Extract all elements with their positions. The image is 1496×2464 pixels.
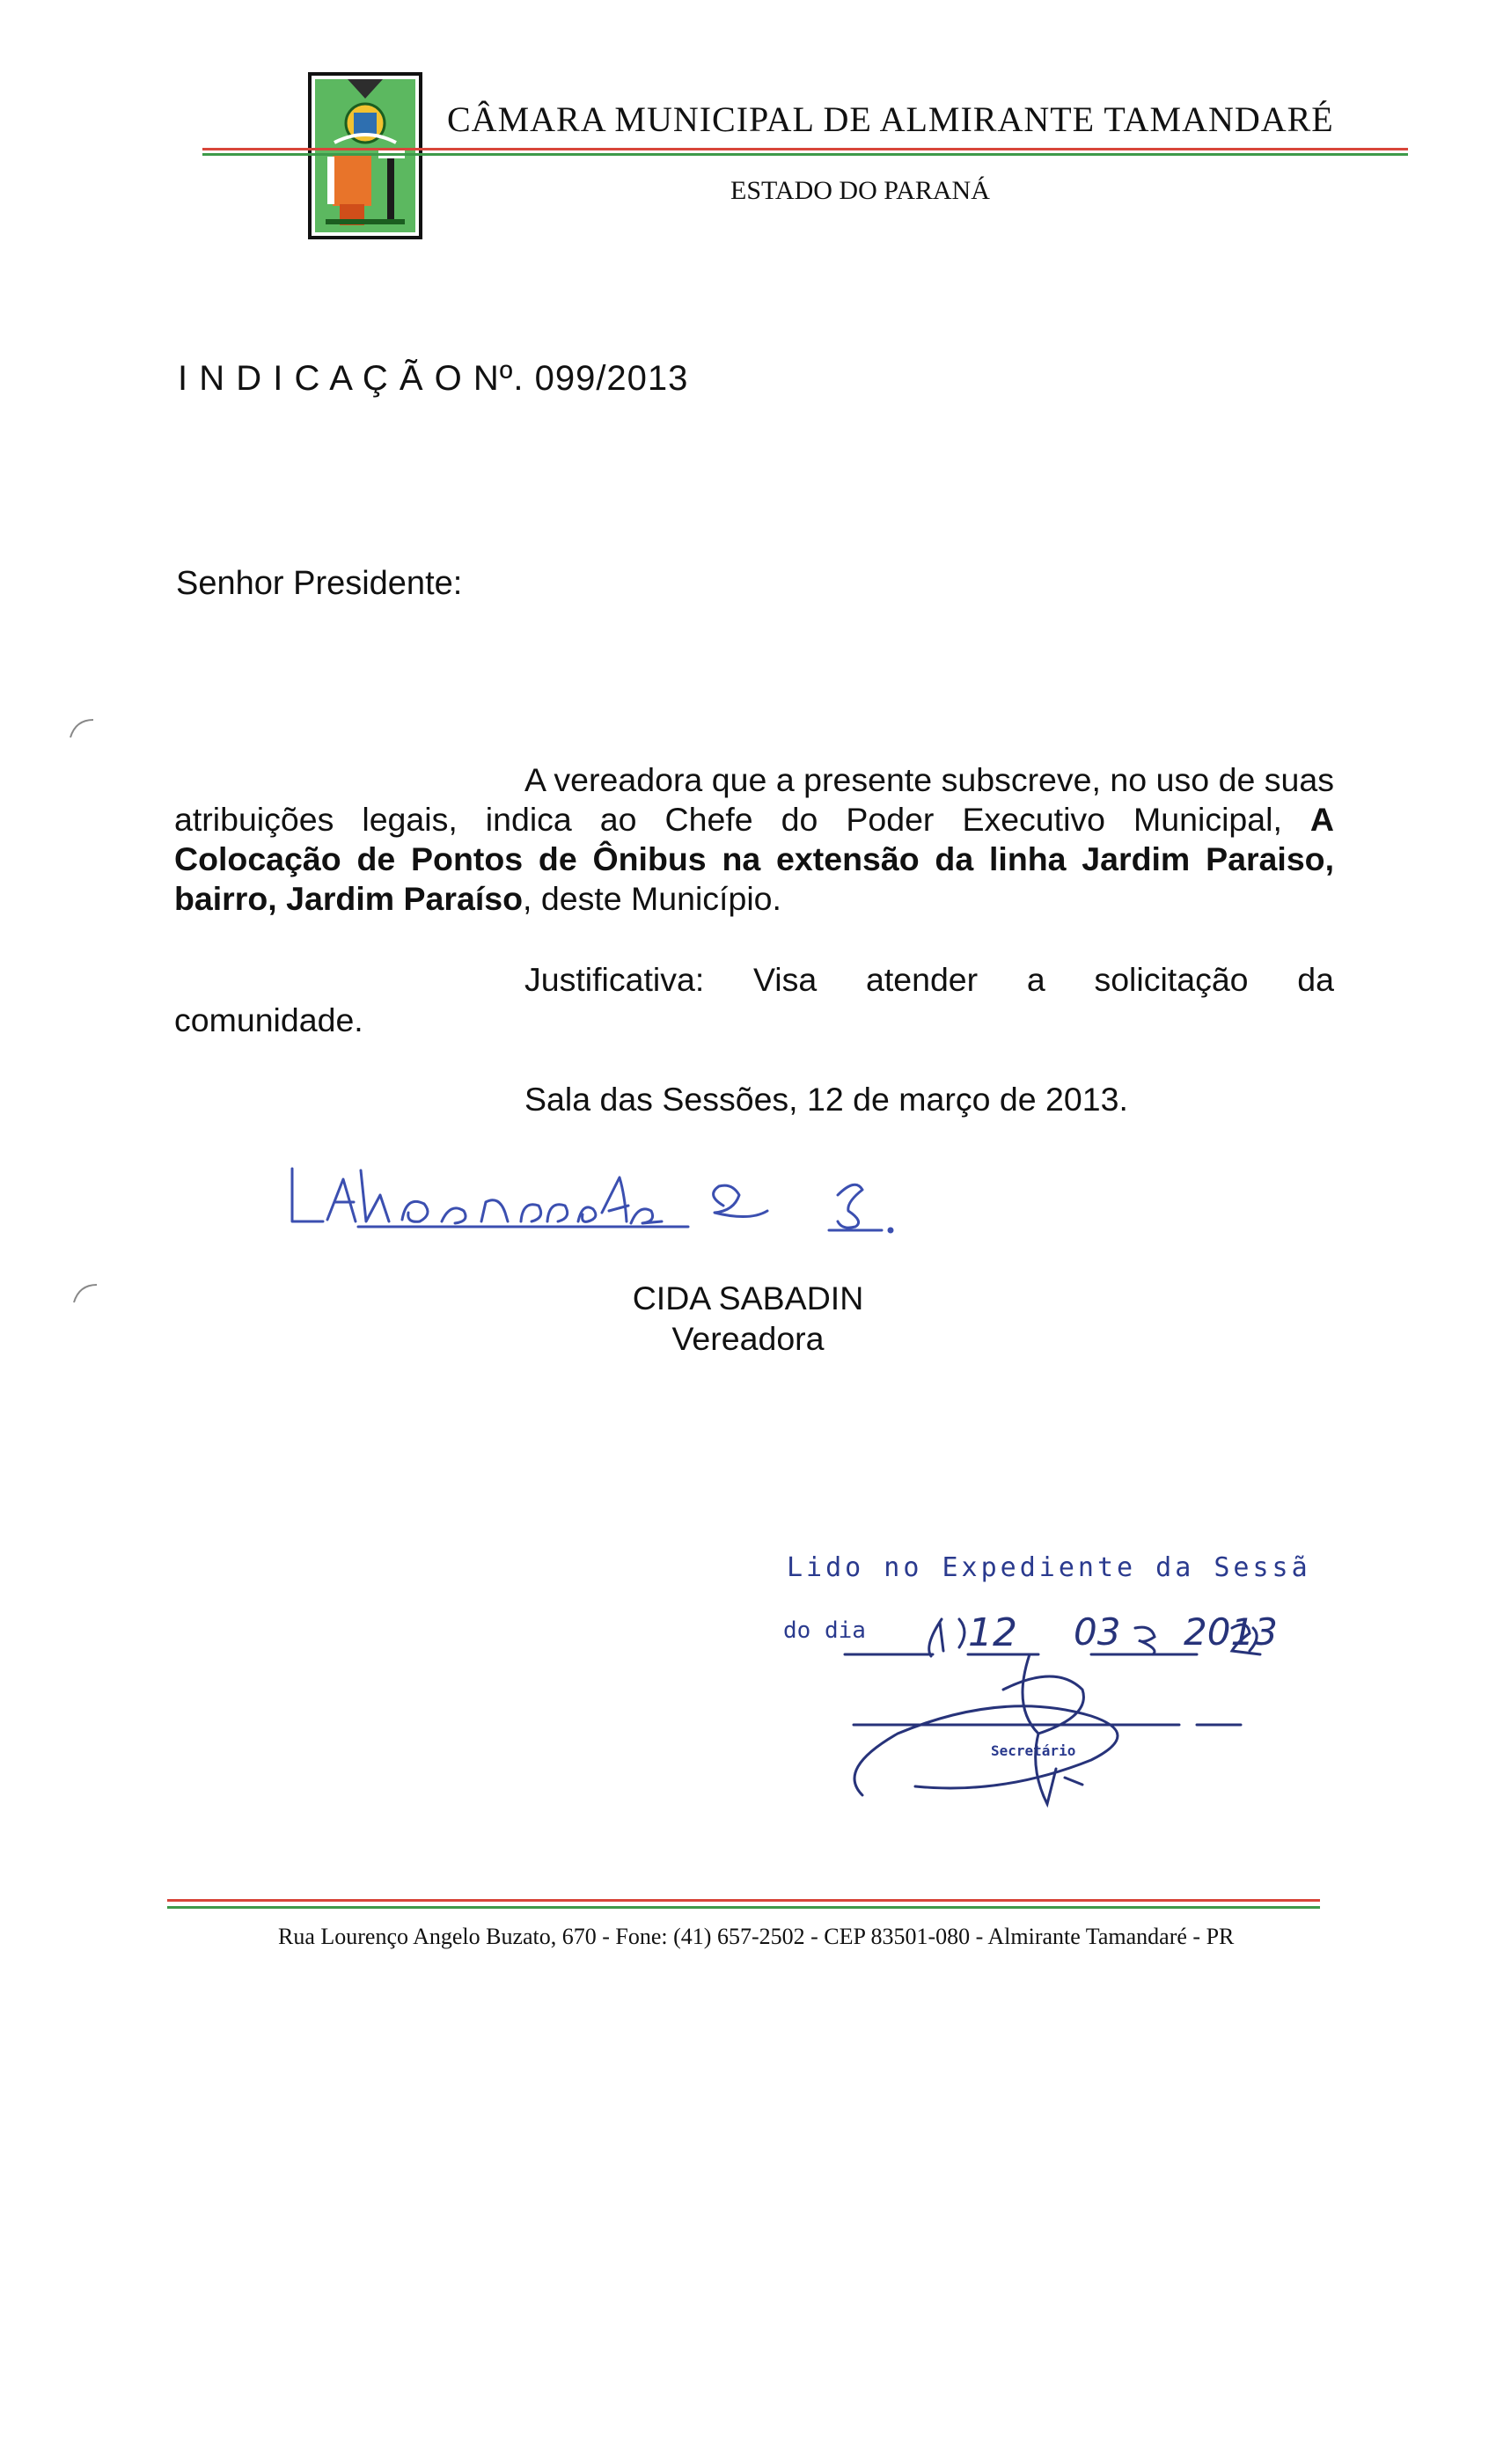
justification-word: a — [1026, 961, 1045, 998]
stamp-date-day: 12 — [968, 1610, 1017, 1655]
stamp-signature-icon — [827, 1602, 1320, 1830]
justification-continuation: comunidade. — [174, 1001, 363, 1038]
stamp-date-month: 03 — [1074, 1610, 1121, 1654]
signature-icon — [275, 1160, 961, 1265]
justification-word: atender — [865, 961, 979, 998]
justification-word: solicitação — [1094, 961, 1249, 998]
footer-rule-red — [167, 1899, 1320, 1902]
organization-name: CÂMARA MUNICIPAL DE ALMIRANTE TAMANDARÉ — [447, 99, 1334, 139]
stamp-heading: Lido no Expediente da Sessã — [787, 1552, 1311, 1583]
signer-title: Vereadora — [671, 1320, 825, 1357]
header-rule-red — [202, 148, 1408, 150]
punch-hole-mark-icon — [63, 715, 99, 741]
paragraph-bold-request: A Colocação de Pontos de Ônibus na extensão da linha Jardim Paraiso, bairro, Jardim Paraíso — [174, 801, 1334, 917]
document-title: I N D I C A Ç Ã O Nº. 099/2013 — [178, 359, 689, 398]
stamp-caption: Secretário — [991, 1742, 1076, 1759]
punch-hole-mark-icon — [67, 1280, 102, 1306]
justification-line — [524, 961, 1334, 999]
stamp-day-label: do dia — [783, 1617, 866, 1644]
header-rule-green — [202, 153, 1408, 156]
salutation: Senhor Presidente: — [176, 565, 463, 602]
paragraph-lead: A vereadora que a presente subscreve, no uso de suas atribuições legais, indica ao Chefe do Poder Executivo Municipal, — [174, 761, 1334, 838]
indication-paragraph — [174, 760, 1334, 919]
footer-rule-green — [167, 1906, 1320, 1909]
signer-name: CIDA SABADIN — [632, 1280, 864, 1316]
place-and-date: Sala das Sessões, 12 de março de 2013. — [524, 1081, 1128, 1118]
footer-address: Rua Lourenço Angelo Buzato, 670 - Fone: (41) 657-2502 - CEP 83501-080 - Almirante Tamandaré - PR — [278, 1924, 1235, 1949]
stamp-date-year: 2013 — [1184, 1610, 1278, 1654]
state-name: ESTADO DO PARANÁ — [730, 176, 990, 205]
coat-of-arms-icon — [308, 72, 422, 239]
justification-word: da — [1297, 961, 1334, 998]
justification-word: Visa — [752, 961, 818, 998]
paragraph-tail: , deste Município. — [523, 880, 781, 917]
justification-word: Justificativa: — [524, 961, 705, 998]
